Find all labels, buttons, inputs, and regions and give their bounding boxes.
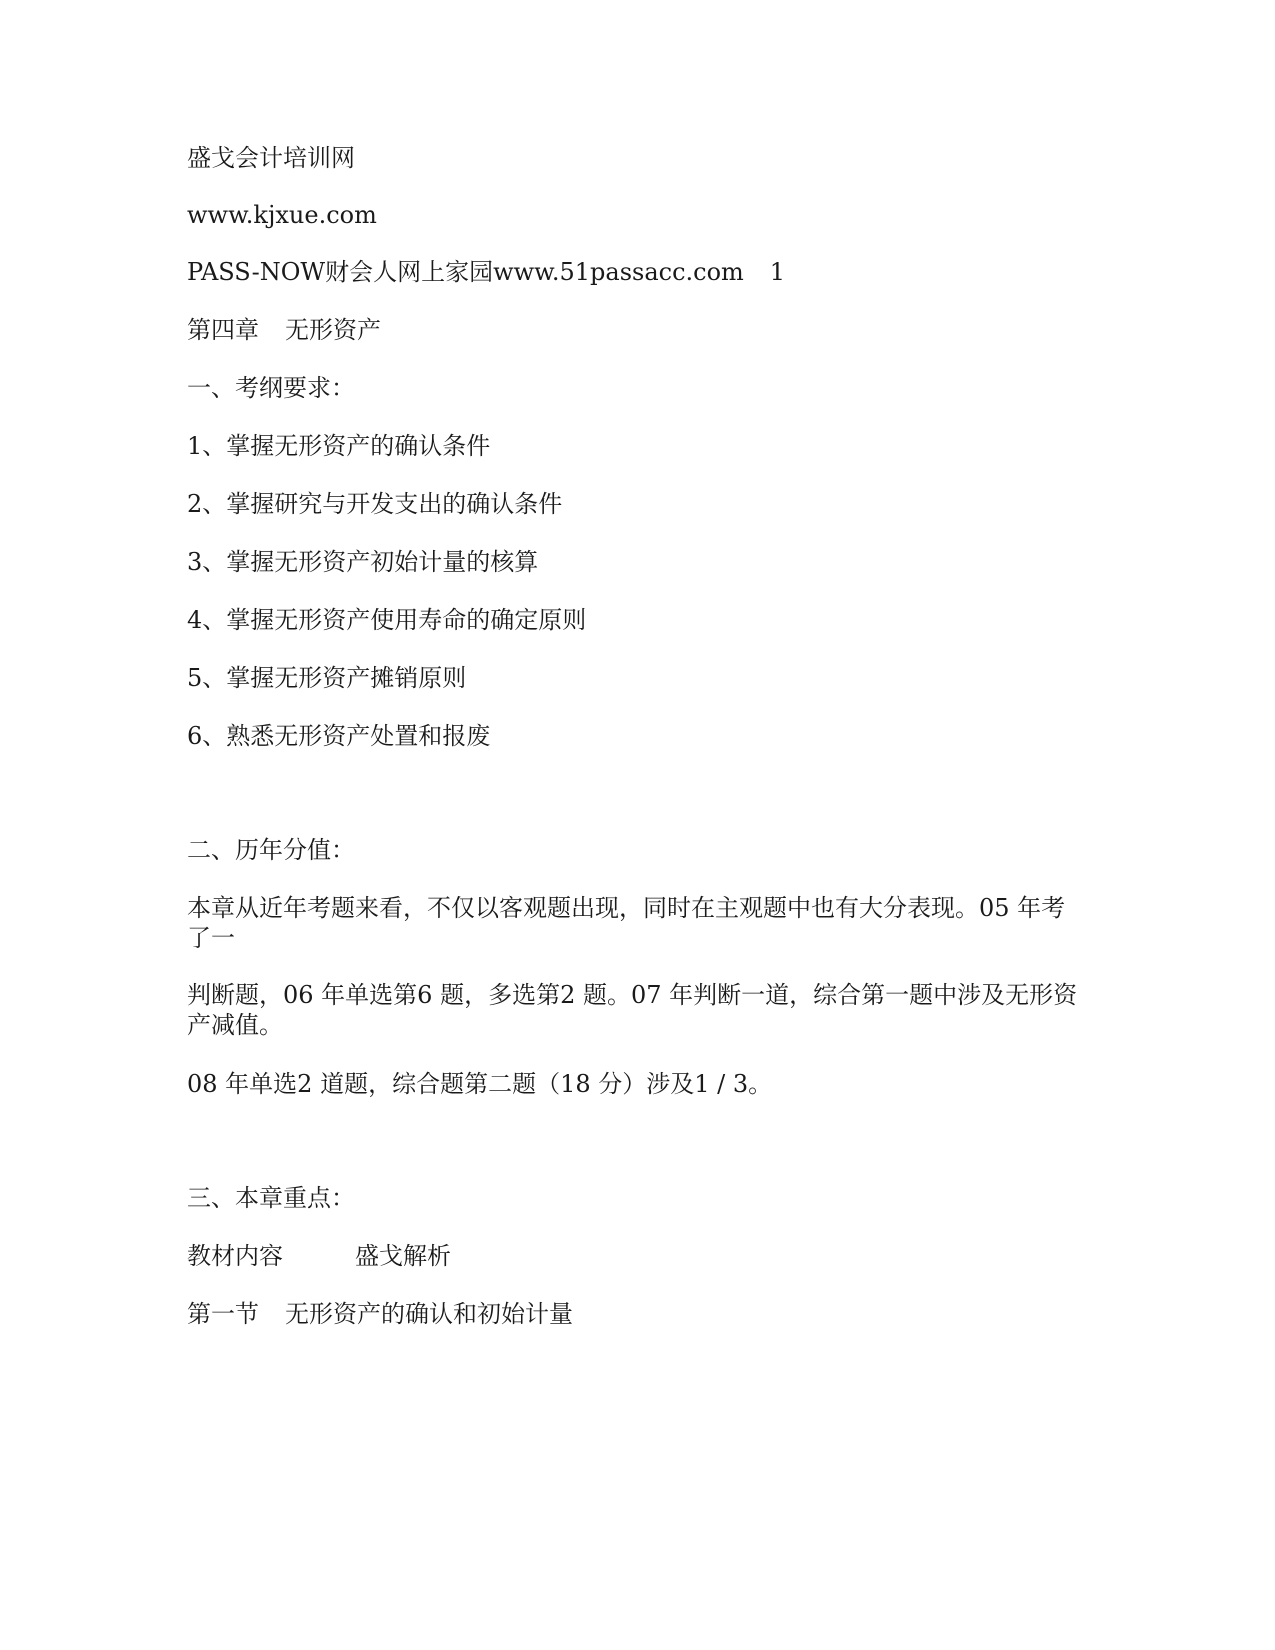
section-title: 无形资产的确认和初始计量: [285, 1300, 573, 1328]
outline-item: 6、熟悉无形资产处置和报废: [187, 722, 491, 750]
outline-heading: 一、考纲要求：: [187, 374, 355, 402]
chapter-heading: [187, 315, 381, 345]
scores-paragraph: 08 年单选2 道题，综合题第二题（18 分）涉及1 / 3。: [187, 1070, 773, 1098]
key-points-columns: [187, 1241, 451, 1271]
column-label-textbook: 教材内容: [187, 1242, 283, 1270]
key-points-heading: 三、本章重点：: [187, 1184, 355, 1212]
scores-heading: 二、历年分值：: [187, 836, 355, 864]
scores-paragraph: 本章从近年考题来看，不仅以客观题出现，同时在主观题中也有大分表现。05 年考了一: [187, 894, 1066, 952]
outline-item: 5、掌握无形资产摊销原则: [187, 664, 467, 692]
column-label-analysis: 盛戈解析: [355, 1242, 451, 1270]
outline-item: 3、掌握无形资产初始计量的核算: [187, 548, 539, 576]
footer-banner-line: [187, 257, 785, 287]
site-url: www.kjxue.com: [187, 201, 377, 229]
section-heading: [187, 1299, 573, 1329]
scores-paragraph: 判断题，06 年单选第6 题，多选第2 题。07 年判断一道，综合第一题中涉及无形资产减值。: [187, 981, 1078, 1039]
chapter-number: 第四章: [187, 316, 259, 344]
outline-item: 2、掌握研究与开发支出的确认条件: [187, 490, 563, 518]
section-number: 第一节: [187, 1300, 259, 1328]
outline-item: 1、掌握无形资产的确认条件: [187, 432, 491, 460]
outline-item: 4、掌握无形资产使用寿命的确定原则: [187, 606, 587, 634]
site-name: 盛戈会计培训网: [187, 144, 355, 172]
footer-banner-text: PASS-NOW财会人网上家园www.51passacc.com: [187, 258, 744, 286]
chapter-title: 无形资产: [285, 316, 381, 344]
page-number: 1: [769, 258, 786, 286]
